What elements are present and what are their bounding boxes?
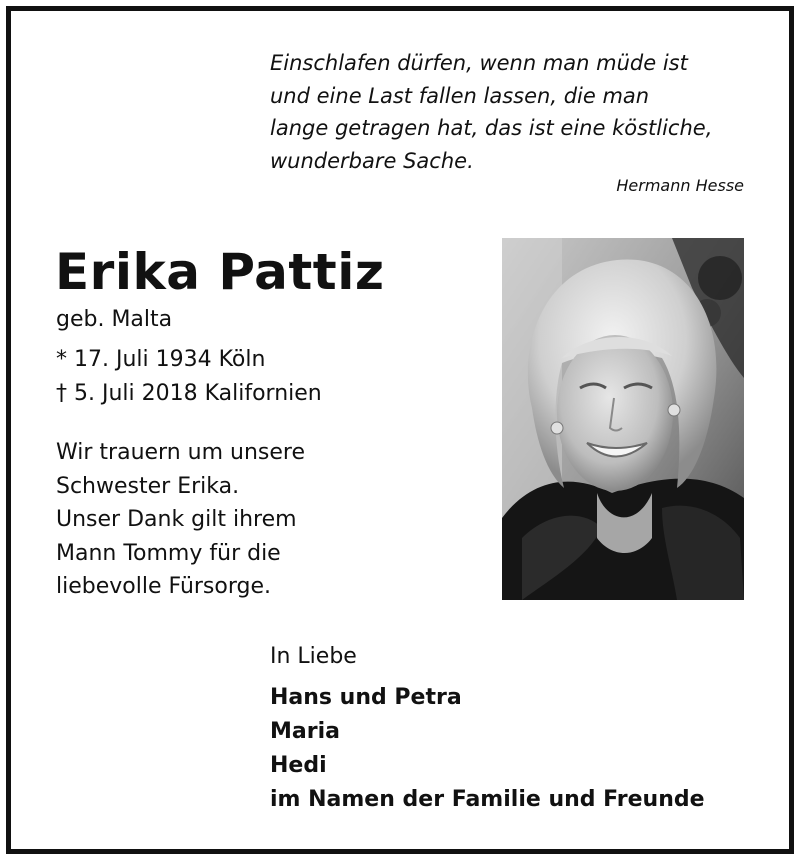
signature-line: Hedi	[270, 753, 327, 778]
quote-line: und eine Last fallen lassen, die man	[270, 83, 650, 108]
quote-line: wunderbare Sache.	[270, 148, 474, 173]
mourning-line: Wir trauern um unsere	[56, 440, 305, 465]
mourning-line: Mann Tommy für die	[56, 540, 281, 566]
birth-name: geb. Malta	[56, 307, 173, 332]
quote-line: lange getragen hat, das ist eine köstliche,	[270, 116, 713, 140]
quote-author: Hermann Hesse	[616, 176, 744, 195]
deceased-name: Erika Pattiz	[55, 243, 385, 301]
signature-line: im Namen der Familie und Freunde	[270, 787, 705, 812]
quote-line: Einschlafen dürfen, wenn man müde ist	[270, 51, 688, 75]
mourning-line: liebevolle Fürsorge.	[56, 574, 272, 599]
signature-line: Maria	[270, 719, 340, 744]
signatures	[270, 681, 705, 817]
closing-text: In Liebe	[270, 644, 357, 669]
mourning-line: Unser Dank gilt ihrem	[56, 507, 297, 532]
quote-text	[270, 47, 760, 177]
birth-date: * 17. Juli 1934 Köln	[56, 347, 266, 372]
life-dates	[56, 343, 322, 411]
portrait-photo	[502, 238, 744, 600]
signature-line: Hans und Petra	[270, 685, 462, 710]
mourning-line: Schwester Erika.	[56, 473, 240, 499]
mourning-text	[56, 436, 305, 604]
death-date: † 5. Juli 2018 Kalifornien	[56, 381, 322, 406]
